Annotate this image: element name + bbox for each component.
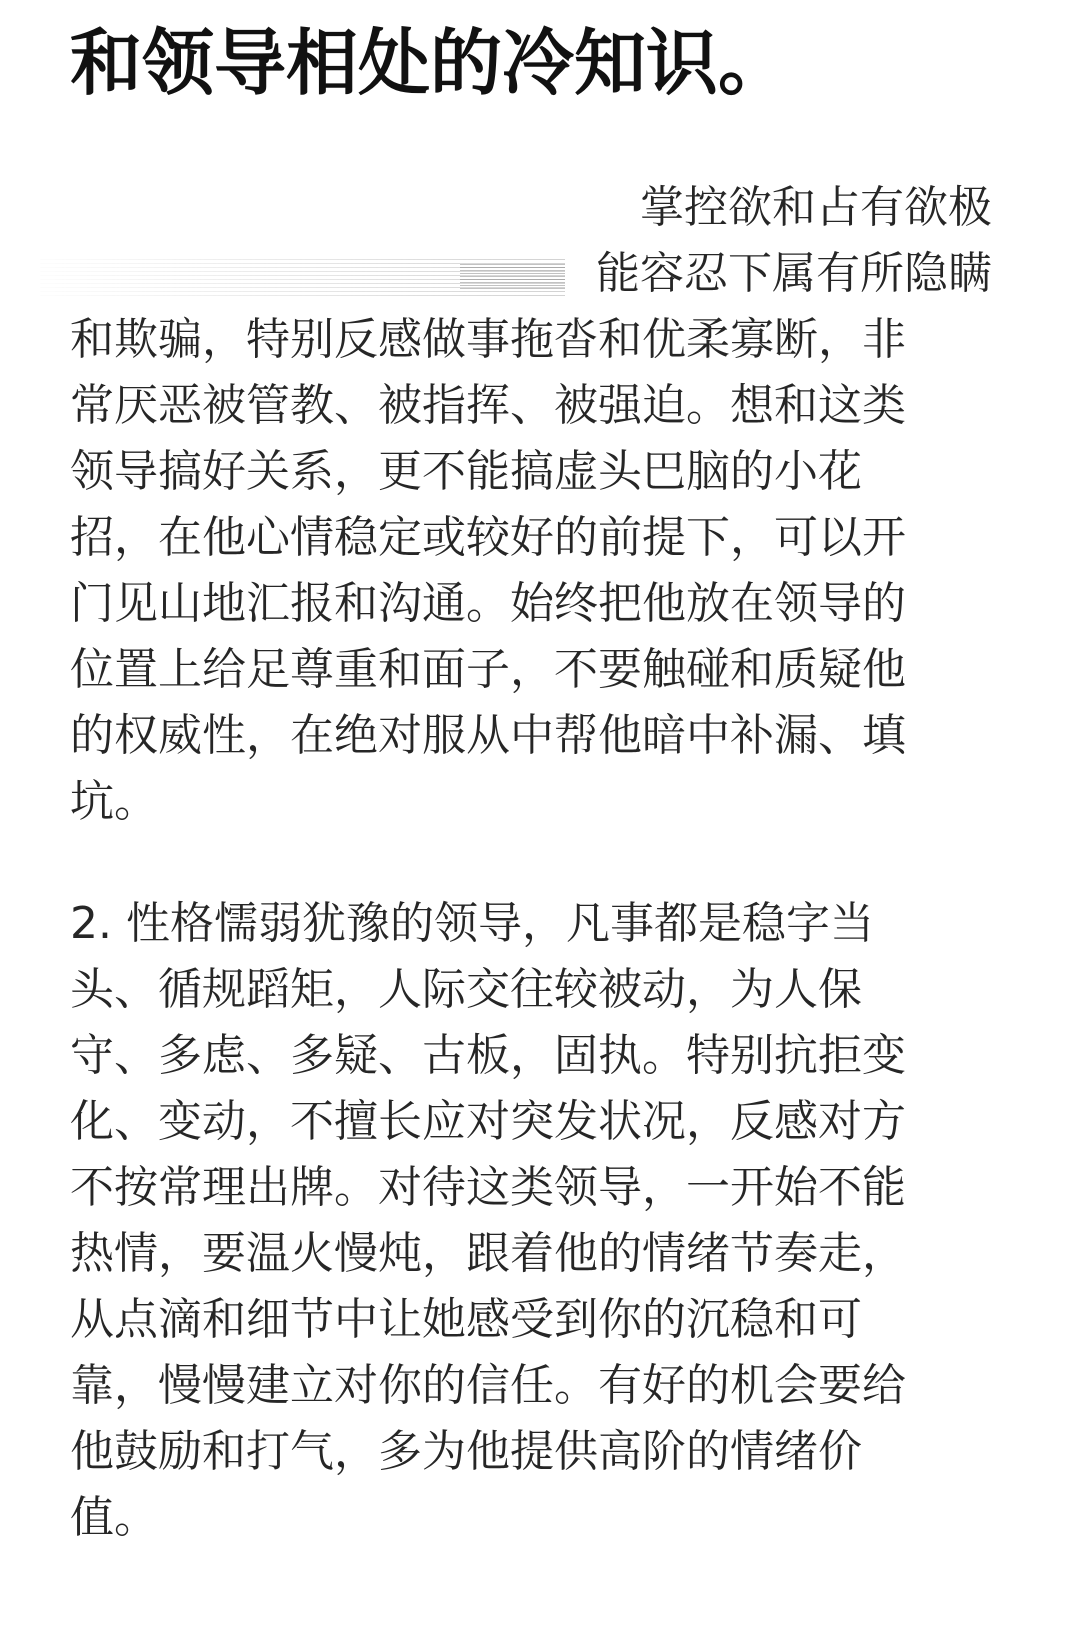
text-line: 门见山地汇报和沟通。始终把他放在领导的 — [70, 578, 906, 629]
text-line: 2. 性格懦弱犹豫的领导，凡事都是稳字当 — [70, 898, 874, 949]
text-line: 掌控欲和占有欲极 — [640, 182, 992, 233]
text-line: 化、变动，不擅长应对突发状况，反感对方 — [70, 1096, 906, 1147]
text-line: 值。 — [70, 1492, 158, 1543]
text-line: 领导搞好关系，更不能搞虚头巴脑的小花 — [70, 446, 862, 497]
text-line: 靠，慢慢建立对你的信任。有好的机会要给 — [70, 1360, 906, 1411]
text-line: 从点滴和细节中让她感受到你的沉稳和可 — [70, 1294, 862, 1345]
text-line: 招，在他心情稳定或较好的前提下，可以开 — [70, 512, 906, 563]
text-line: 头、循规蹈矩，人际交往较被动，为人保 — [70, 964, 862, 1015]
text-line: 常厌恶被管教、被指挥、被强迫。想和这类 — [70, 380, 906, 431]
text-line: 他鼓励和打气，多为他提供高阶的情绪价 — [70, 1426, 862, 1477]
text-line: 坑。 — [70, 776, 158, 827]
text-line: 热情，要温火慢炖，跟着他的情绪节奏走， — [70, 1228, 906, 1279]
text-line: 的权威性，在绝对服从中帮他暗中补漏、填 — [70, 710, 906, 761]
text-line: 守、多虑、多疑、古板，固执。特别抗拒变 — [70, 1030, 906, 1081]
text-line: 不按常理出牌。对待这类领导，一开始不能 — [70, 1162, 906, 1213]
page-title: 和领导相处的冷知识。 — [70, 21, 791, 105]
text-line: 能容忍下属有所隐瞒 — [596, 248, 992, 299]
scan-artifact-streak-dark — [460, 264, 565, 290]
text-line: 位置上给足尊重和面子，不要触碰和质疑他 — [70, 644, 906, 695]
text-line: 和欺骗，特别反感做事拖沓和优柔寡断，非 — [70, 314, 906, 365]
